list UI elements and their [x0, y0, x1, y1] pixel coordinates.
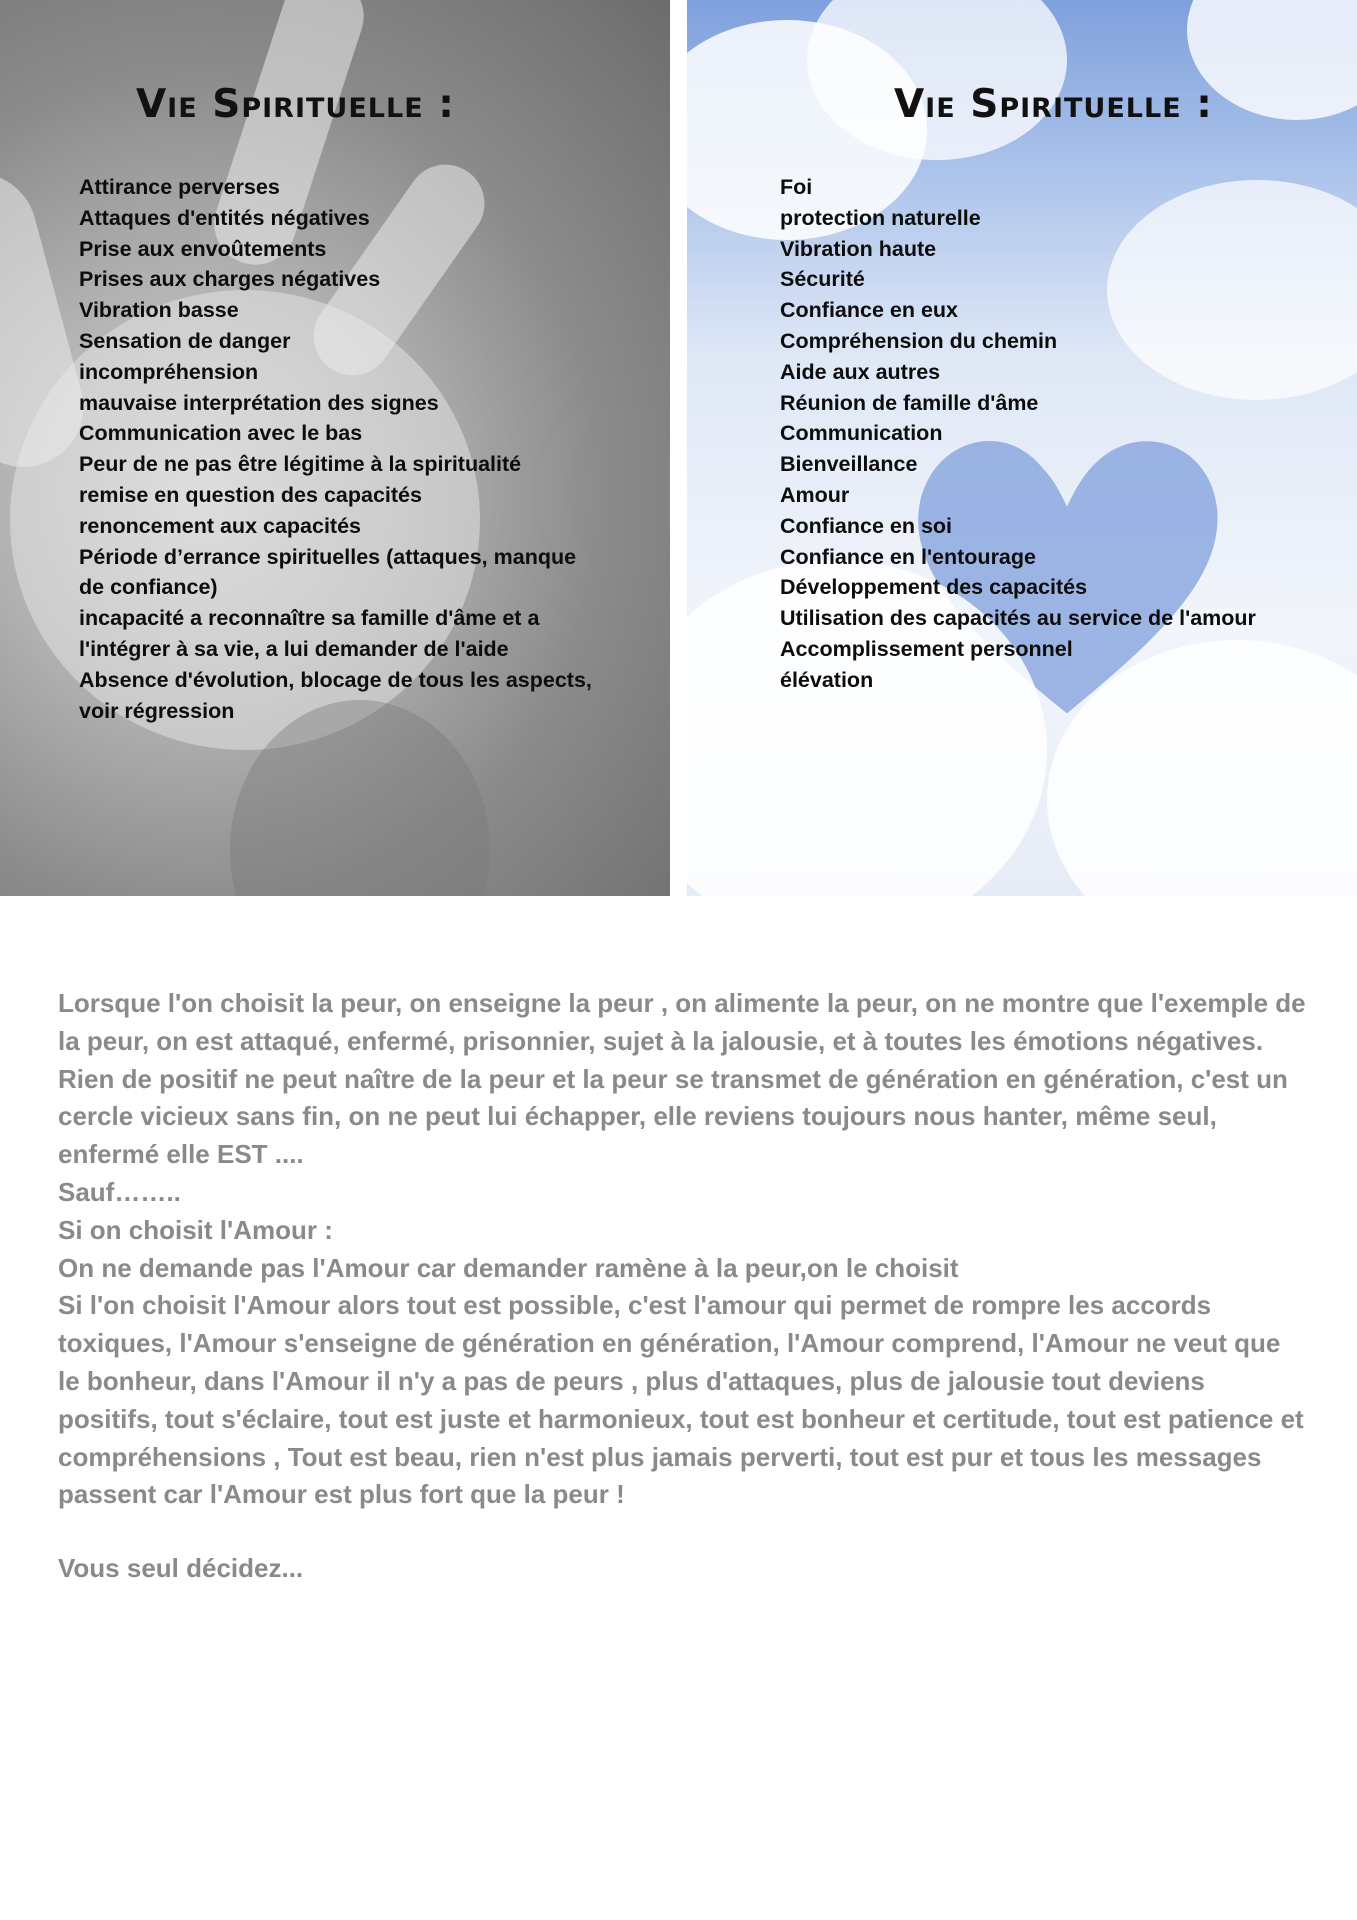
list-item: Sensation de danger — [79, 328, 291, 353]
list-item: Communication — [780, 421, 943, 446]
closing-line: Vous seul décidez... — [58, 1553, 304, 1583]
list-item: Prise aux envoûtements — [79, 236, 327, 261]
list-item: Communication avec le bas — [79, 421, 363, 446]
right-panel-love — [687, 0, 1357, 896]
list-item: incompréhension — [79, 359, 259, 384]
list-item: mauvaise interprétation des signes — [79, 390, 439, 415]
list-item: Amour — [780, 482, 850, 507]
list-item: Développement des capacités — [780, 575, 1088, 600]
paragraph-love: Si l'on choisit l'Amour alors tout est possible, c'est l'amour qui permet de rompre les accords toxiques, l'Amour s'enseigne de génération en génération, l'Amour comprend, l'Amour ne veut que le bonheur, dans l'Amour il n'y a pas de peurs , plus d'attaques, plus de jalousie tout deviens positifs, tout s'éclaire, tout est juste et harmonieux, tout est bonheur et certitude, tout est patience et compréhensions , Tout est beau, rien n'est plus jamais perverti, tout est pur et tous les messages passent car l'Amour est plus fort que la peur ! — [58, 1290, 1304, 1510]
body-text — [58, 985, 1308, 1514]
list-item: incapacité a reconnaître sa famille d'âme et a l'intégrer à sa vie, a lui demander de l'aide — [79, 606, 540, 661]
paragraph-fear: Lorsque l'on choisit la peur, on enseigne la peur , on alimente la peur, on ne montre que l'exemple de la peur, on est attaqué, enfermé, prisonnier, sujet à la jalousie, et à toutes les émotions négatives. Rien de positif ne peut naître de la peur et la peur se transmet de génération en génération, c'est un cercle vicieux sans fin, on ne peut lui échapper, elle reviens toujours nous hanter, même seul, enfermé elle EST .... — [58, 988, 1306, 1170]
list-item: Réunion de famille d'âme — [780, 390, 1039, 415]
list-item: renoncement aux capacités — [79, 513, 362, 538]
list-item: remise en question des capacités — [79, 482, 422, 507]
left-panel-list — [79, 172, 599, 726]
list-item: Attaques d'entités négatives — [79, 205, 370, 230]
left-panel-fear — [0, 0, 670, 896]
list-item: Bienveillance — [780, 452, 918, 477]
list-item: Prises aux charges négatives — [79, 267, 381, 292]
list-item: Compréhension du chemin — [780, 328, 1058, 353]
list-item: Peur de ne pas être légitime à la spiritualité — [79, 452, 522, 477]
list-item: Confiance en soi — [780, 513, 953, 538]
list-item: Aide aux autres — [780, 359, 941, 384]
line-ne-demande-pas: On ne demande pas l'Amour car demander ramène à la peur,on le choisit — [58, 1252, 959, 1283]
list-item: Vibration haute — [780, 236, 937, 261]
right-panel-title: Vie Spirituelle : — [894, 82, 1213, 127]
list-item: Vibration basse — [79, 298, 239, 323]
list-item: protection naturelle — [780, 205, 981, 230]
line-sauf: Sauf…….. — [58, 1176, 181, 1207]
list-item: Confiance en l'entourage — [780, 544, 1036, 569]
right-panel-list — [780, 172, 1300, 696]
left-panel-title: Vie Spirituelle : — [136, 82, 455, 127]
line-si-amour: Si on choisit l'Amour : — [58, 1214, 333, 1245]
list-item: Accomplissement personnel — [780, 636, 1073, 661]
list-item: Attirance perverses — [79, 175, 280, 199]
list-item: Absence d'évolution, blocage de tous les aspects, voir régression — [79, 667, 592, 723]
list-item: Confiance en eux — [780, 298, 959, 323]
list-item: Foi — [780, 175, 813, 199]
list-item: Période d’errance spirituelles (attaques, manque de confiance) — [79, 544, 577, 600]
list-item: élévation — [780, 667, 874, 692]
list-item: Utilisation des capacités au service de l'amour — [780, 606, 1256, 631]
list-item: Sécurité — [780, 267, 865, 292]
